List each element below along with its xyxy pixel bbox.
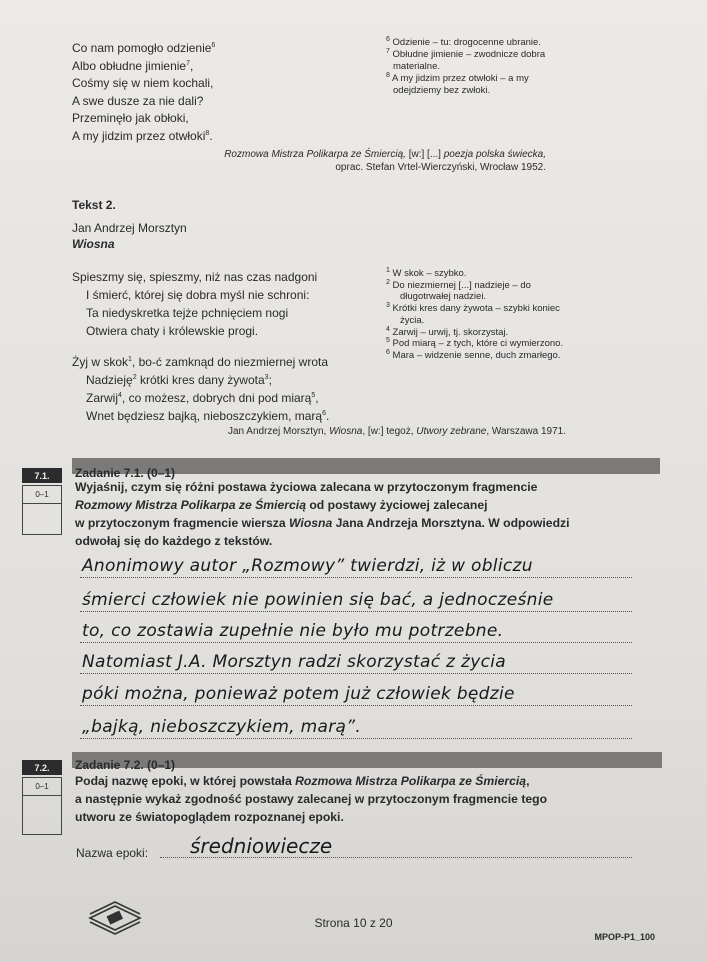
task-7-1-number: 7.1.: [22, 468, 62, 483]
handwritten-answer-line: „bajką, nieboszczykiem, marą”.: [82, 717, 362, 737]
footnote: $^4$ Zarwij – urwij, tj. skorzystaj.: [386, 325, 509, 338]
footnote: $^8$ A my jidzim przez otwłoki – a my: [386, 71, 529, 84]
stanza-1: [72, 268, 317, 340]
answer-line: [80, 673, 632, 674]
answer-line: [80, 611, 632, 612]
source-citation-2: Jan Andrzej Morsztyn, Wiosna, [w:] tegoż, Utwory zebrane, Warszawa 1971.: [227, 426, 566, 437]
footnote: $^7$ Obłudne jimienie – zwodnicze dobra: [386, 47, 546, 60]
poem-line: Cośmy się w niem kochali,: [72, 76, 214, 90]
handwritten-answer-line: śmierci człowiek nie powinien się bać, a jednocześnie: [82, 590, 554, 610]
task-7-1-title: Zadanie 7.1. (0–1): [75, 466, 176, 480]
task-7-2-title: Zadanie 7.2. (0–1): [75, 758, 176, 772]
footnotes-1: [386, 37, 586, 97]
footnote: $^6$ Odzienie – tu: drogocenne ubranie.: [386, 35, 541, 48]
task-7-1-instructions: Wyjaśnij, czym się różni postawa życiowa zalecana w przytoczonym fragmencie Rozmowy Mistrza Polikarpa ze Śmiercią od postawy życiowej zalecanej w przytoczonym fragmencie wiersza Wiosna Jana Andrzeja Morsztyna. W odpowiedzi odwołaj się do każdego z tekstów.: [75, 480, 570, 548]
poem-line: A swe dusze za nie dali?: [72, 93, 204, 108]
score-field[interactable]: [23, 504, 61, 534]
poem-line: A my jidzim przez otwłoki$^8$.: [72, 128, 213, 143]
footnote: $^2$ Do niezmiernej [...] nadzieje – do: [386, 278, 531, 291]
answer-line: [80, 642, 632, 643]
poem-fragment-1: [72, 40, 215, 145]
footnote: długotrwałej nadziei.: [400, 291, 487, 303]
poem-line: Otwiera chaty i królewskie progi.: [86, 324, 259, 338]
footnote: $^6$ Mara – widzenie senne, duch zmarłego.: [386, 348, 561, 361]
footnote: $^3$ Krótki kres dany żywota – szybki koniec: [386, 301, 560, 315]
poem-line: I śmierć, której się dobra myśl nie schroni:: [86, 288, 310, 302]
score-label: 0–1: [23, 486, 61, 504]
footnote: $^5$ Pod miarą – z tych, które ci wymierzono.: [386, 337, 564, 350]
poem-line: Ta niedyskretka tejże pchnięciem nogi: [86, 306, 289, 320]
answer-line: [80, 577, 632, 578]
footnote: odejdziemy bez zwłoki.: [393, 85, 491, 96]
poem-line: Spieszmy się, spieszmy, niż nas czas nadgoni: [72, 270, 318, 284]
text2-heading: Tekst 2.: [72, 198, 116, 212]
answer-line: [80, 705, 632, 706]
poem-line: Przeminęło jak obłoki,: [72, 111, 189, 125]
poem-line: Albo obłudne jimienie$^7$,: [72, 58, 194, 73]
exam-code: MPOP-P1_100: [594, 932, 655, 942]
footnote: materialne.: [393, 61, 440, 72]
page-number: Strona 10 z 20: [314, 916, 393, 930]
handwritten-answer-line: to, co zostawia zupełnie nie było mu potrzebne.: [82, 621, 504, 641]
handwritten-answer-line: Natomiast J.A. Morsztyn radzi skorzystać z życia: [82, 652, 506, 672]
footnotes-2: [386, 268, 616, 362]
score-label: 0–1: [23, 778, 61, 796]
epoch-handwritten-answer: średniowiecze: [190, 834, 333, 858]
task-7-2-score-box: [22, 777, 62, 835]
task-7-2-instructions: Podaj nazwę epoki, w której powstała Rozmowa Mistrza Polikarpa ze Śmiercią, a następnie wykaż zgodność postawy zalecanej w przytoczonym fragmencie tego utworu ze światopoglądem rozpoznanej epoki.: [75, 774, 548, 824]
poem-line: Wnet będziesz bajką, nieboszczykiem, marą$^6$.: [86, 409, 330, 423]
poem-title: Wiosna: [72, 237, 115, 251]
stanza-2: [72, 353, 329, 425]
task-7-1-score-box: [22, 485, 62, 535]
handwritten-answer-line: póki można, ponieważ potem już człowiek będzie: [82, 684, 515, 704]
score-field[interactable]: [23, 796, 61, 834]
poem-line: Zarwij$^4$, co możesz, dobrych dni pod miarą$^5$,: [86, 391, 319, 405]
task-7-2-number: 7.2.: [22, 760, 62, 775]
poem-line: Co nam pomogło odzienie$^6$: [72, 41, 216, 55]
footnote: $^1$ W skok – szybko.: [386, 266, 467, 279]
poem-author: Jan Andrzej Morsztyn: [72, 221, 187, 235]
answer-line: [80, 738, 632, 739]
poem-line: Nadzieję$^2$ krótki kres dany żywota$^3$;: [86, 373, 272, 387]
footnote: życia.: [400, 314, 425, 326]
epoch-label: Nazwa epoki:: [76, 846, 149, 860]
handwritten-answer-line: Anonimowy autor „Rozmowy” twierdzi, iż w obliczu: [82, 556, 533, 576]
source-citation-1: Rozmowa Mistrza Polikarpa ze Śmiercią, [w:] [...] poezja polska świecka, oprac. Stefan Vrtel-Wierczyński, Wrocław 1952.: [224, 149, 546, 173]
poem-line: Żyj w skok$^1$, bo-ć zamknąd do niezmiernej wrota: [72, 355, 329, 369]
